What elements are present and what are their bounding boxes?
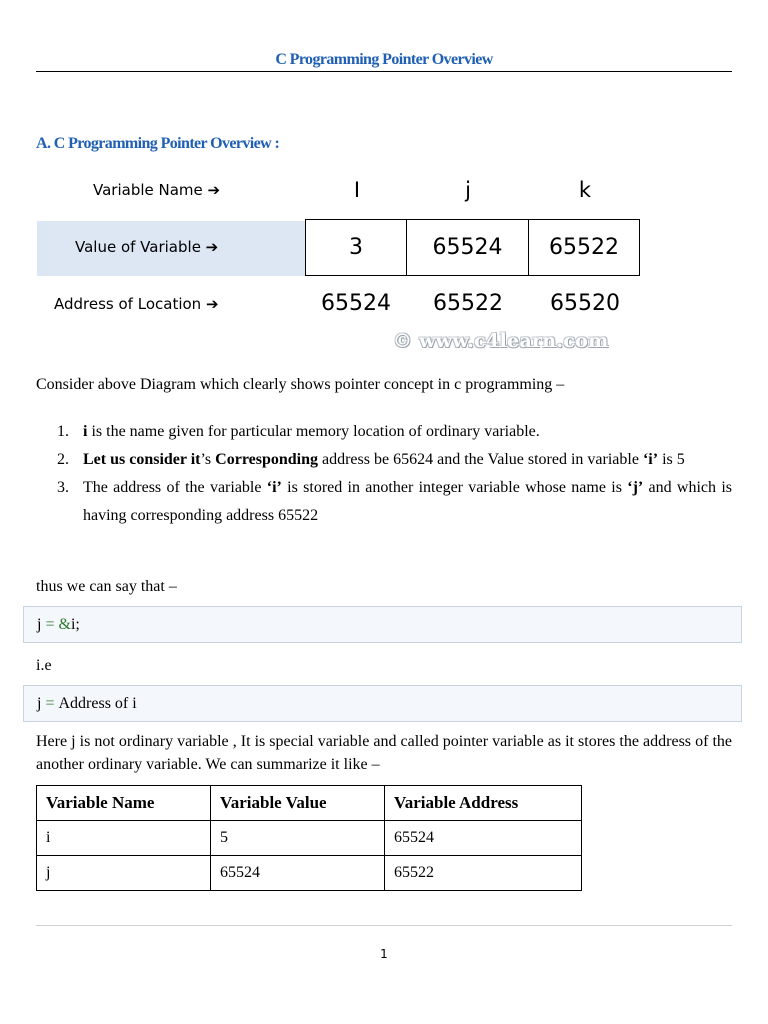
footer-divider: [36, 925, 732, 926]
table-cell: 65524: [211, 856, 385, 891]
table-cell: 5: [211, 821, 385, 856]
column-header: Variable Name: [37, 786, 211, 821]
intro-paragraph: Consider above Diagram which clearly shows pointer concept in c programming –: [36, 376, 565, 393]
value-cells: [305, 219, 640, 276]
table-cell: i: [37, 821, 211, 856]
section-heading: A. C Programming Pointer Overview :: [36, 135, 280, 152]
value-of-variable-label: Value of Variable ➔: [75, 238, 219, 256]
variable-name-label: Variable Name ➔: [93, 181, 221, 199]
code-snippet-1: j = & i;: [23, 606, 742, 643]
list-item: 3. The address of the variable ‘i’ is stored in another integer variable whose name is ‘j’ and which is having corresponding address 65522: [57, 479, 732, 524]
value-cell-i: 3: [305, 219, 407, 276]
table-row: [37, 821, 582, 856]
table-cell: 65522: [385, 856, 582, 891]
list-item: 2. Let us consider it’s Corresponding address be 65624 and the Value stored in variable ‘i’ is 5: [57, 451, 685, 468]
page-number: 1: [380, 947, 388, 961]
thus-paragraph: thus we can say that –: [36, 578, 177, 595]
table-header-row: [37, 786, 582, 821]
table-cell: j: [37, 856, 211, 891]
value-cell-j: 65524: [407, 219, 529, 276]
table-cell: 65524: [385, 821, 582, 856]
address-j: 65522: [433, 291, 503, 316]
document-title: C Programming Pointer Overview: [275, 51, 493, 68]
watermark: © www.c4learn.com: [393, 330, 609, 352]
table-row: [37, 856, 582, 891]
list-item: 1. i is the name given for particular memory location of ordinary variable.: [57, 423, 540, 440]
summary-paragraph: Here j is not ordinary variable , It is special variable and called pointer variable as it stores the address of the another ordinary variable. We can summarize it like –: [36, 733, 732, 773]
variable-name-k: k: [578, 178, 592, 202]
address-of-location-label: Address of Location ➔: [54, 295, 219, 313]
summary-table: [36, 785, 582, 891]
value-cell-k: 65522: [529, 219, 640, 276]
column-header: Variable Address: [385, 786, 582, 821]
header-divider: [36, 71, 732, 72]
column-header: Variable Value: [211, 786, 385, 821]
address-i: 65524: [321, 291, 391, 316]
ie-paragraph: i.e: [36, 657, 52, 674]
code-snippet-2: j = Address of i: [23, 685, 742, 722]
address-k: 65520: [550, 291, 620, 316]
variable-name-i: I: [353, 178, 361, 202]
variable-name-j: j: [465, 178, 471, 202]
numbered-list: [57, 418, 732, 530]
